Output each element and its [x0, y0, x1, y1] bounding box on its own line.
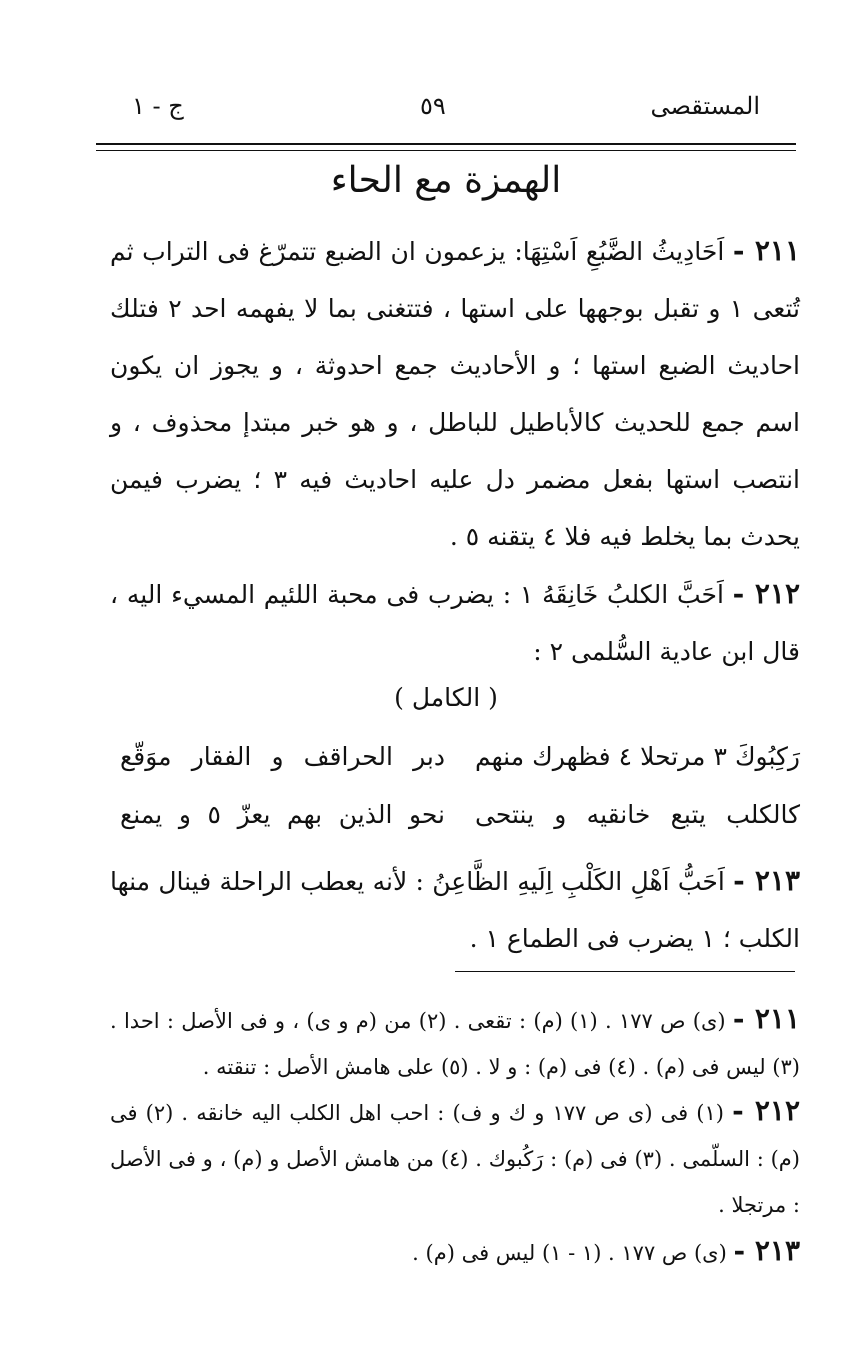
header-rule-thick	[96, 143, 796, 145]
book-title: المستقصى	[650, 92, 760, 120]
entry-number: ٢١١ -	[732, 234, 800, 267]
footnote-213	[110, 1228, 800, 1276]
footnote-text: (١) فى (ى ص ١٧٧ و ك و ف) : احب اهل الكلب اليه خانقه . (٢) فى (م) : السلّمى . (٣) فى (م) : رَكُبوك . (٤) من هامش الأصل و (م) ، و فى الأصل : مرتجلا .	[110, 1101, 800, 1217]
footnote-211	[110, 996, 800, 1090]
poem-verse	[120, 742, 800, 771]
footnote-text: (ى) ص ١٧٧ . (١) (م) : تقعى . (٢) من (م و ى) ، و فى الأصل : احدا . (٣) ليس فى (م) . (٤) فى (م) : و لا . (٥) على هامش الأصل : تنقته .	[110, 1009, 800, 1079]
entry-213	[110, 852, 800, 967]
verse-second-hemistich: نحو الذين بهم يعزّ ٥ و يمنع	[120, 800, 446, 829]
verse-first-hemistich: كالكلب يتبع خانقيه و ينتحى	[475, 800, 800, 829]
entry-text: اَحَبَّ الكلبُ خَانِقَهُ ١ : يضرب فى محبة اللئيم المسيء اليه ، قال ابن عادية السُّلمى ٢ :	[110, 580, 800, 666]
footnote-212	[110, 1088, 800, 1228]
verse-second-hemistich: دبر الحراقف و الفقار موَقّع	[120, 742, 445, 771]
header-rule-thin	[96, 150, 796, 151]
volume-label: ج - ١	[132, 92, 184, 120]
footnote-text: (ى) ص ١٧٧ . (١ - ١) ليس فى (م) .	[412, 1241, 727, 1265]
footnote-separator	[455, 971, 795, 972]
page-header	[100, 92, 800, 132]
entry-number: ٢١٢ -	[732, 577, 800, 610]
footnote-number: ٢١٣ -	[733, 1234, 800, 1267]
poem-meter: ( الكامل )	[394, 683, 498, 712]
section-title: الهمزة مع الحاء	[330, 160, 562, 201]
verse-first-hemistich: رَكِبُوكَ ٣ مرتحلا ٤ فظهرك منهم	[475, 742, 800, 771]
footnote-number: ٢١٢ -	[732, 1094, 800, 1127]
entry-211	[110, 222, 800, 565]
entry-text: اَحَادِيثُ الضَّبُعِ اَسْتِهَا: يزعمون ان الضبع تتمرّغ فى التراب ثم تُتعى ١ و تقبل بوجهها على استها ، فتتغنى بما لا يفهمه احد ٢ فتلك احاديث الضبع استها ؛ و الأحاديث جمع احدوثة ، و يجوز ان يكون اسم جمع للحديث كالأباطيل للباطل ، و هو خبر مبتدإ محذوف ، و انتصب استها بفعل مضمر دل عليه احاديث فيه ٣ ؛ يضرب فيمن يحدث بما يخلط فيه فلا ٤ يتقنه ٥ .	[110, 237, 800, 551]
poem-verse	[120, 800, 800, 829]
page-number: ٥٩	[420, 92, 446, 120]
entry-number: ٢١٣ -	[733, 864, 800, 897]
footnote-number: ٢١١ -	[732, 1002, 801, 1035]
entry-text: اَحَبُّ اَهْلِ الكَلْبِ اِلَيهِ الظَّاعِنُ : لأنه يعطب الراحلة فينال منها الكلب ؛ ١ يضرب فى الطماع ١ .	[110, 867, 800, 953]
entry-212	[110, 565, 800, 680]
